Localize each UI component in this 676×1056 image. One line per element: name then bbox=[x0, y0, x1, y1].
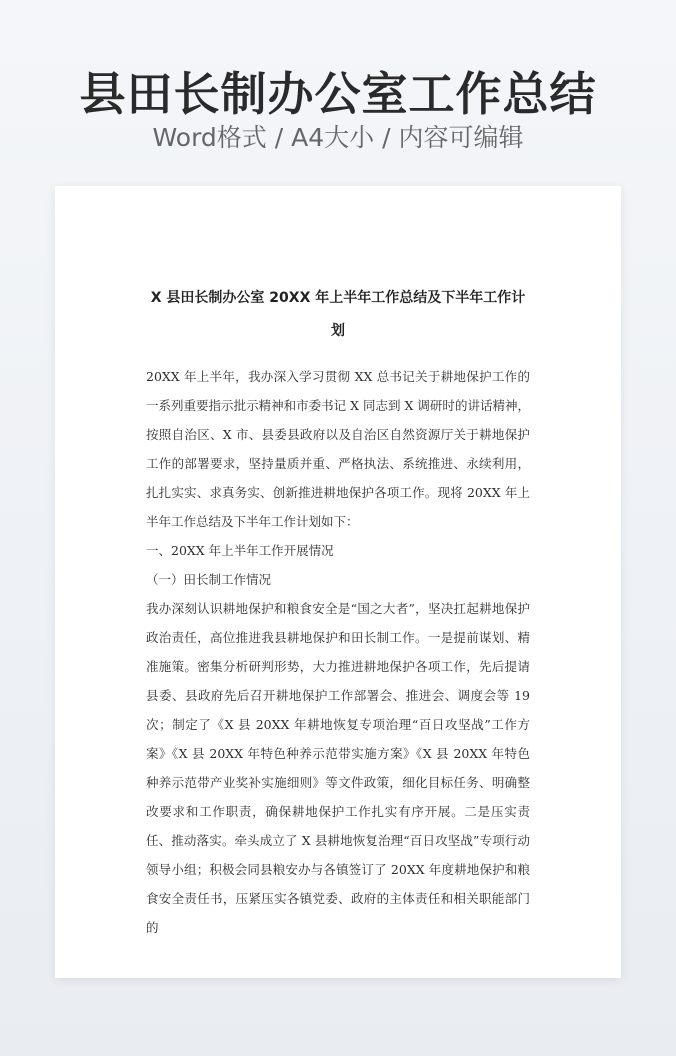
banner-subtitle: Word格式 / A4大小 / 内容可编辑 bbox=[152, 123, 524, 152]
subsection-heading: （一）田长制工作情况 bbox=[146, 572, 272, 587]
body-paragraph: 我办深刻认识耕地保护和粮食安全是“国之大者”，坚决扛起耕地保护政治责任，高位推进我县耕地保护和田长制工作。一是提前谋划、精准施策。密集分析研判形势，大力推进耕地保护各项工作，先后提请县委、县政府先后召开耕地保护工作部署会、推进会、调度会等 19 次；制定了《X 县 20XX 年耕地恢复专项治理“百日攻坚战”工作方案》《X 县 20XX 年特色种养示范带实施方案》《X 县 20XX 年特色种养示范带产业奖补实施细则》等文件政策，细化目标任务、明确整改要求和工作职责，确保耕地保护工作扎实有序开展。二是压实责任、推动落实。牵头成立了 X 县耕地恢复治理“百日攻坚战”专项行动领导小组；积极会同县粮安办与各镇签订了 20XX 年度耕地保护和粮食安全责任书，压紧压实各镇党委、政府的主体责任和相关职能部门的 bbox=[146, 601, 530, 935]
document-body bbox=[146, 362, 530, 935]
intro-paragraph: 20XX 年上半年，我办深入学习贯彻 XX 总书记关于耕地保护工作的一系列重要指示批示精神和市委书记 X 同志到 X 调研时的讲话精神，按照自治区、X 市、县委县政府以及自治区自然资源厅关于耕地保护工作的部署要求，坚持量质并重、严格执法、系统推进、永续利用，扎扎实实、求真务实、创新推进耕地保护各项工作。现将 20XX 年上半年工作总结及下半年工作计划如下： bbox=[146, 369, 530, 529]
banner-title: 县田长制办公室工作总结 bbox=[79, 67, 597, 121]
document-title: X 县田长制办公室 20XX 年上半年工作总结及下半年工作计划 bbox=[150, 290, 526, 339]
section-heading: 一、20XX 年上半年工作开展情况 bbox=[146, 543, 334, 558]
